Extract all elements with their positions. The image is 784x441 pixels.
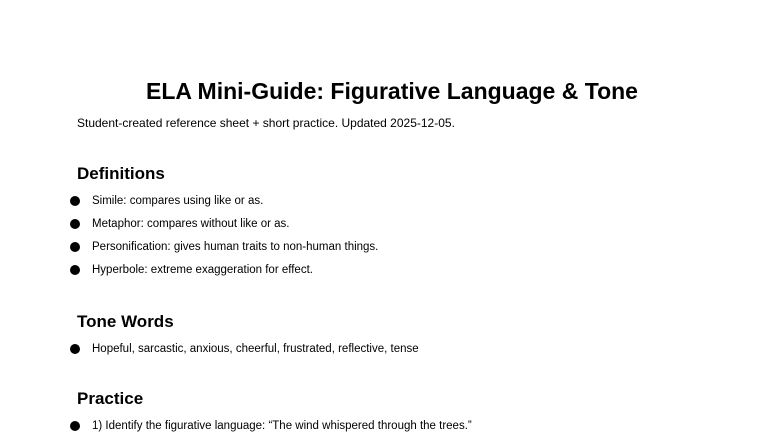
list-item-text: Hopeful, sarcastic, anxious, cheerful, frustrated, reflective, tense xyxy=(92,343,419,355)
list-item-text: Simile: compares using like or as. xyxy=(92,195,264,207)
bullet-icon xyxy=(70,196,80,206)
bullet-icon xyxy=(70,265,80,275)
bullet-icon xyxy=(70,242,80,252)
list-item xyxy=(70,239,378,262)
page-subtitle: Student-created reference sheet + short practice. Updated 2025-12-05. xyxy=(77,116,455,130)
bullet-icon xyxy=(70,421,80,431)
page-title: ELA Mini-Guide: Figurative Language & Tone xyxy=(146,78,638,104)
practice-heading: Practice xyxy=(77,389,144,408)
list-item-text: 1) Identify the figurative language: “The wind whispered through the trees.” xyxy=(92,420,472,432)
tone-words-heading: Tone Words xyxy=(77,312,174,331)
list-item xyxy=(70,262,378,285)
definitions-list xyxy=(70,193,378,285)
list-item-text: Metaphor: compares without like or as. xyxy=(92,218,290,230)
list-item xyxy=(70,193,378,216)
list-item xyxy=(70,216,378,239)
list-item xyxy=(70,418,472,441)
bullet-icon xyxy=(70,344,80,354)
bullet-icon xyxy=(70,219,80,229)
list-item-text: Hyperbole: extreme exaggeration for effect. xyxy=(92,264,313,276)
practice-list xyxy=(70,418,472,441)
list-item-text: Personification: gives human traits to non-human things. xyxy=(92,241,379,253)
definitions-heading: Definitions xyxy=(77,164,165,183)
tone-words-list xyxy=(70,341,419,364)
list-item xyxy=(70,341,419,364)
